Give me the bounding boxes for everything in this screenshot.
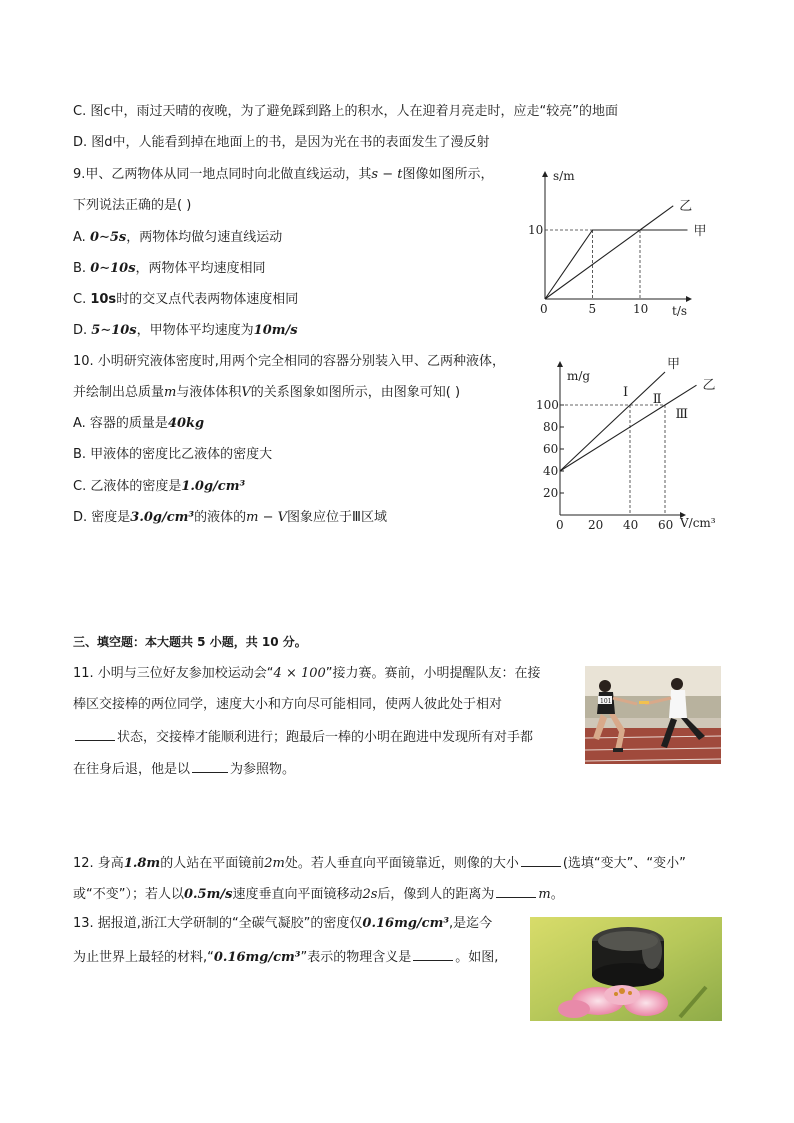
- bib-number: 101: [600, 698, 612, 705]
- y-axis-arrow: [542, 171, 548, 177]
- q10-option-b: B. 甲液体的密度比乙液体的密度大: [73, 447, 273, 462]
- q13-line-1: 13. 据报道,浙江大学研制的“全碳气凝胶”的密度仅0.16mg/cm³,是迄今: [73, 916, 493, 931]
- q11-line-2: 棒区交接棒的两位同学，速度大小和方向尽可能相同，使两人彼此处于相对: [73, 697, 503, 712]
- x-axis-arrow: [686, 296, 692, 302]
- region-label-1: Ⅰ: [623, 385, 629, 401]
- answer-blank[interactable]: [75, 727, 115, 741]
- series-label: 乙: [702, 378, 716, 394]
- mv-graph: [530, 353, 730, 538]
- answer-blank[interactable]: [192, 759, 228, 773]
- q9-option-a: A. 0∼5s，两物体均做匀速直线运动: [73, 230, 283, 245]
- option-8d: D. 图d中，人能看到掉在地面上的书，是因为光在书的表面发生了漫反射: [73, 135, 490, 150]
- x-tick-label: 0: [540, 302, 548, 316]
- series-line-1: [560, 385, 697, 471]
- region-label-3: Ⅲ: [675, 407, 689, 423]
- y-axis-label: m/g: [567, 369, 591, 383]
- q10-option-a: A. 容器的质量是40kg: [73, 416, 205, 431]
- q12-line-1: 12. 身高1.8m的人站在平面镜前2m处。若人垂直向平面镜靠近，则像的大小 (选填“变大”、“变小”: [73, 853, 686, 873]
- series-line-0: [560, 372, 665, 471]
- q10-stem-2: 并绘制出总质量m与液体体积V的关系图象如图所示，由图象可知( ): [73, 385, 461, 400]
- q9-option-b: B. 0∼10s，两物体平均速度相同: [73, 261, 266, 276]
- x-tick-label: 60: [658, 518, 674, 532]
- q9-stem-2: 下列说法正确的是( ): [73, 198, 192, 213]
- q11-line-1: 11. 小明与三位好友参加校运动会“4 × 100”接力赛。赛前，小明提醒队友：在接: [73, 666, 541, 681]
- series-label: 甲: [693, 224, 707, 239]
- q13-line-2: 为止世界上最轻的材料,“0.16mg/cm³”表示的物理含义是 。如图,: [73, 947, 498, 967]
- section-3-heading: 三、填空题：本大题共 5 小题，共 10 分。: [73, 635, 307, 649]
- q10-option-d: D. 密度是3.0g/cm³的液体的m − V图象应位于Ⅲ区域: [73, 510, 387, 525]
- series-line-1: [545, 206, 673, 299]
- x-tick-label: 10: [633, 302, 649, 316]
- y-tick-label: 20: [543, 486, 559, 500]
- answer-blank[interactable]: [521, 853, 561, 867]
- q10-stem: 10. 小明研究液体密度时,用两个完全相同的容器分别装入甲、乙两种液体，: [73, 354, 505, 369]
- aerogel-photo: [530, 917, 722, 1021]
- y-axis-arrow: [557, 361, 563, 367]
- q11-line-4: 在往身后退，他是以 为参照物。: [73, 759, 295, 779]
- region-label-2: Ⅱ: [652, 391, 662, 407]
- series-line-0: [545, 230, 688, 299]
- x-axis-label: t/s: [672, 304, 688, 318]
- q9-option-d: D. 5∼10s，甲物体平均速度为10m/s: [73, 323, 298, 338]
- answer-blank[interactable]: [496, 884, 536, 898]
- y-tick-label: 40: [543, 464, 559, 478]
- y-tick-label: 80: [543, 420, 559, 434]
- q9-option-c: C. 10s时的交叉点代表两物体速度相同: [73, 292, 299, 307]
- x-tick-label: 40: [623, 518, 639, 532]
- series-label: 乙: [679, 198, 693, 214]
- x-tick-label: 0: [556, 518, 564, 532]
- y-axis-label: s/m: [553, 169, 575, 183]
- option-8c: C. 图c中，雨过天晴的夜晚，为了避免踩到路上的积水，人在迎着月亮走时，应走“较亮”的地面: [73, 104, 618, 119]
- series-label: 甲: [667, 357, 681, 372]
- q10-option-c: C. 乙液体的密度是1.0g/cm³: [73, 479, 246, 494]
- x-tick-label: 20: [588, 518, 604, 532]
- x-axis-label: V/cm³: [680, 516, 716, 530]
- q12-line-2: 或“不变”）；若人以0.5m/s速度垂直向平面镜移动2s后，像到人的距离为 m。: [73, 884, 564, 904]
- y-tick-label: 60: [543, 442, 559, 456]
- x-tick-label: 5: [588, 302, 597, 316]
- st-graph: [520, 165, 740, 325]
- y-tick-label: 100: [536, 398, 559, 412]
- y-tick-label: 10: [528, 223, 544, 237]
- q11-line-3: 状态，交接棒才能顺利进行；跑最后一棒的小明在跑进中发现所有对手都: [73, 727, 533, 747]
- relay-photo: [585, 666, 721, 764]
- q9-stem: 9.甲、乙两物体从同一地点同时向北做直线运动，其s − t图像如图所示，: [73, 167, 494, 182]
- answer-blank[interactable]: [413, 947, 453, 961]
